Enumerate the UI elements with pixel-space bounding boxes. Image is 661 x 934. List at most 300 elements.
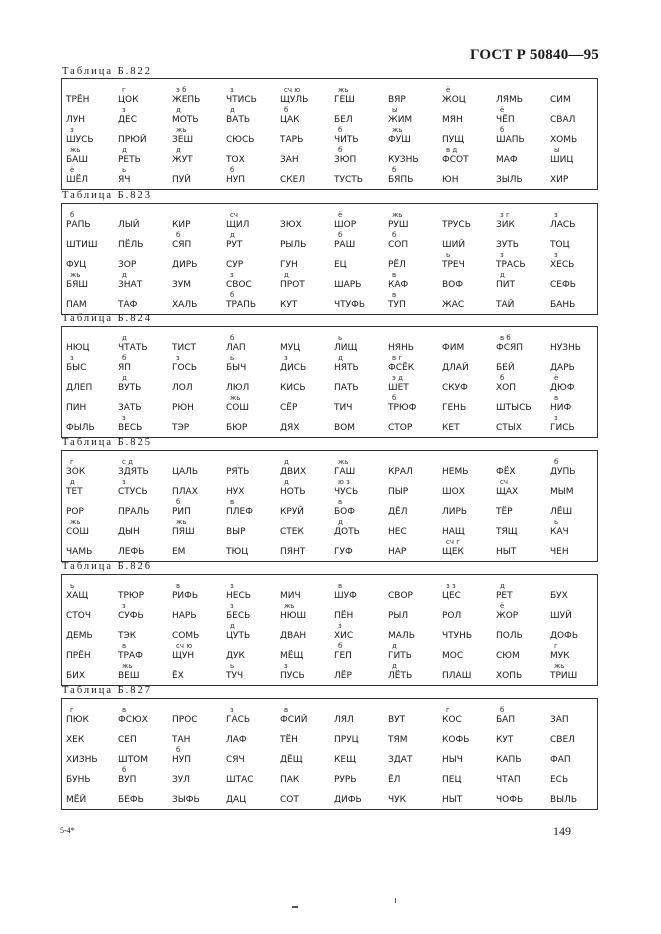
phonetic-mark: [388, 581, 444, 591]
phonetic-mark: [172, 621, 228, 631]
phonetic-mark: [280, 641, 336, 651]
word-cell: [172, 413, 228, 433]
phonetic-mark: [226, 785, 282, 795]
test-word: ЧТАП: [496, 775, 521, 785]
test-word: МАЛЬ: [388, 631, 415, 641]
test-word: ФАП: [550, 755, 571, 765]
test-word: ПЕЦ: [442, 775, 462, 785]
word-cell: [172, 765, 228, 785]
phonetic-mark: ы: [554, 146, 560, 154]
test-word: ТРИШ: [550, 671, 578, 681]
word-cell: [226, 145, 282, 165]
phonetic-mark: [66, 413, 122, 423]
word-cell: [226, 457, 282, 477]
phonetic-mark: [226, 641, 282, 651]
phonetic-mark: д: [70, 478, 75, 486]
phonetic-mark: ь: [446, 251, 451, 259]
word-cell: [280, 537, 336, 557]
phonetic-mark: б: [338, 231, 343, 239]
test-word: ТАРЬ: [280, 135, 304, 145]
test-word: ПУСЬ: [280, 671, 305, 681]
test-word: БАШ: [66, 155, 88, 165]
word-cell: [388, 537, 444, 557]
word-cell: [226, 785, 282, 805]
word-cell: [496, 661, 552, 681]
word-cell: [226, 537, 282, 557]
phonetic-mark: [550, 290, 606, 300]
test-word: СВЕЛ: [550, 735, 575, 745]
word-cell: [442, 333, 498, 353]
test-word: ПЛАХ: [172, 487, 198, 497]
test-word: ЗЮХ: [280, 220, 302, 230]
phonetic-mark: [388, 145, 444, 155]
phonetic-mark: [388, 745, 444, 755]
test-word: МЁЩ: [280, 651, 304, 661]
word-cell: [442, 497, 498, 517]
test-word: БЕФЬ: [118, 795, 144, 805]
phonetic-mark: [226, 537, 282, 547]
word-cell: [550, 270, 606, 290]
word-cell: [388, 270, 444, 290]
word-cell: [388, 105, 444, 125]
phonetic-mark: [118, 517, 174, 527]
word-cell: [118, 785, 174, 805]
test-word: ПАТЬ: [334, 383, 359, 393]
word-cell: [280, 621, 336, 641]
test-word: ЗИК: [496, 220, 515, 230]
word-cell: [334, 353, 390, 373]
test-word: НЮЦ: [66, 343, 90, 353]
test-word: МИЧ: [280, 591, 301, 601]
phonetic-mark: [66, 725, 122, 735]
phonetic-mark: [388, 333, 444, 343]
phonetic-mark: [442, 270, 498, 280]
phonetic-mark: [388, 413, 444, 423]
test-word: НУП: [226, 175, 246, 185]
word-table: [61, 326, 598, 438]
phonetic-mark: [66, 621, 122, 631]
word-cell: [334, 477, 390, 497]
test-word: ГЕНЬ: [442, 403, 467, 413]
test-word: ЧИТЬ: [334, 135, 359, 145]
word-cell: [334, 497, 390, 517]
test-word: ШТЫСЬ: [496, 403, 532, 413]
test-word: СТОЧ: [66, 611, 92, 621]
test-word: БАНЬ: [550, 300, 576, 310]
phonetic-mark: [334, 601, 390, 611]
phonetic-mark: [118, 393, 174, 403]
phonetic-mark: д: [500, 271, 505, 279]
test-word: БЯШ: [66, 280, 89, 290]
word-cell: [496, 581, 552, 601]
test-word: ПУЙ: [172, 175, 191, 185]
phonetic-mark: б: [500, 126, 505, 134]
phonetic-mark: [66, 250, 122, 260]
phonetic-mark: [496, 393, 552, 403]
test-word: ВУТ: [388, 715, 406, 725]
test-word: ПЮК: [66, 715, 89, 725]
test-word: ХИР: [550, 175, 569, 185]
word-cell: [226, 250, 282, 270]
word-cell: [442, 373, 498, 393]
test-word: СКЕЛ: [280, 175, 306, 185]
test-word: ТЯМ: [388, 735, 408, 745]
test-word: МАФ: [496, 155, 518, 165]
word-cell: [66, 581, 122, 601]
test-word: ЦАЛЬ: [172, 467, 199, 477]
phonetic-mark: [334, 105, 390, 115]
word-table: [61, 574, 598, 686]
test-word: РЯТЬ: [226, 467, 250, 477]
word-cell: [280, 641, 336, 661]
phonetic-mark: [388, 621, 444, 631]
word-cell: [280, 85, 336, 105]
word-cell: [66, 125, 122, 145]
phonetic-mark: [442, 745, 498, 755]
word-cell: [66, 333, 122, 353]
test-word: ПЛЕФ: [226, 507, 253, 517]
word-cell: [226, 353, 282, 373]
test-word: КАФ: [388, 280, 409, 290]
phonetic-mark: [66, 333, 122, 343]
word-cell: [550, 333, 606, 353]
test-word: ДУПЬ: [550, 467, 576, 477]
test-word: ЛЕФЬ: [118, 547, 145, 557]
phonetic-mark: в: [122, 642, 127, 650]
test-word: КЕЩ: [334, 755, 356, 765]
word-cell: [334, 621, 390, 641]
word-cell: [66, 413, 122, 433]
test-word: СОП: [388, 240, 409, 250]
phonetic-mark: г: [122, 86, 126, 94]
word-cell: [442, 230, 498, 250]
phonetic-mark: [388, 85, 444, 95]
test-word: ШИЦ: [550, 155, 574, 165]
phonetic-mark: [496, 661, 552, 671]
word-cell: [66, 641, 122, 661]
word-cell: [66, 230, 122, 250]
phonetic-mark: д: [122, 374, 127, 382]
word-cell: [66, 517, 122, 537]
phonetic-mark: [334, 705, 390, 715]
word-cell: [442, 745, 498, 765]
test-word: ПИТ: [496, 280, 515, 290]
phonetic-mark: б: [392, 231, 397, 239]
word-cell: [66, 270, 122, 290]
test-word: БЫЧ: [226, 363, 247, 373]
test-word: БОФ: [334, 507, 356, 517]
phonetic-mark: [226, 145, 282, 155]
word-cell: [496, 393, 552, 413]
phonetic-mark: [280, 413, 336, 423]
phonetic-mark: [334, 745, 390, 755]
word-cell: [334, 517, 390, 537]
word-cell: [66, 373, 122, 393]
phonetic-mark: [280, 230, 336, 240]
word-cell: [280, 581, 336, 601]
word-cell: [172, 145, 228, 165]
test-word: НЫЧ: [442, 755, 463, 765]
test-word: ВУП: [118, 775, 137, 785]
test-word: ДЕС: [118, 115, 138, 125]
word-cell: [388, 165, 444, 185]
phonetic-mark: [280, 125, 336, 135]
phonetic-mark: з: [230, 602, 234, 610]
word-cell: [388, 85, 444, 105]
test-word: ЗОР: [118, 260, 137, 270]
test-word: ФСЁК: [388, 363, 415, 373]
test-word: СОШ: [226, 403, 249, 413]
phonetic-mark: д: [500, 582, 505, 590]
word-cell: [334, 413, 390, 433]
word-cell: [550, 497, 606, 517]
phonetic-mark: жь: [392, 211, 403, 219]
test-word: СТЕК: [280, 527, 304, 537]
phonetic-mark: [388, 765, 444, 775]
test-word: ШТИШ: [66, 240, 98, 250]
test-word: ТРАПЬ: [226, 300, 257, 310]
phonetic-mark: з: [122, 478, 126, 486]
phonetic-mark: [334, 725, 390, 735]
word-cell: [280, 601, 336, 621]
word-cell: [496, 517, 552, 537]
phonetic-mark: [550, 333, 606, 343]
word-cell: [442, 601, 498, 621]
test-word: МЯН: [442, 115, 463, 125]
phonetic-mark: [66, 230, 122, 240]
test-word: ЩЕК: [442, 547, 464, 557]
phonetic-mark: [66, 393, 122, 403]
word-cell: [118, 725, 174, 745]
test-word: ЧТИСЬ: [226, 95, 257, 105]
phonetic-mark: з: [70, 126, 74, 134]
test-word: ХИС: [334, 631, 354, 641]
word-cell: [226, 230, 282, 250]
phonetic-mark: жь: [122, 662, 133, 670]
test-word: ПАК: [280, 775, 300, 785]
test-word: ФУШ: [388, 135, 411, 145]
phonetic-mark: [334, 785, 390, 795]
phonetic-mark: в д: [446, 146, 458, 154]
test-word: РУТ: [226, 240, 243, 250]
test-word: БЫС: [66, 363, 87, 373]
phonetic-mark: д: [392, 662, 397, 670]
test-word: ВУТЬ: [118, 383, 142, 393]
phonetic-mark: [442, 393, 498, 403]
word-cell: [550, 250, 606, 270]
word-cell: [118, 457, 174, 477]
word-cell: [550, 290, 606, 310]
phonetic-mark: [172, 373, 228, 383]
phonetic-mark: жь: [70, 271, 81, 279]
table-caption: Таблица Б.827: [62, 685, 153, 696]
test-word: ДЁЛ: [388, 507, 408, 517]
test-word: КУТ: [280, 300, 298, 310]
phonetic-mark: [280, 581, 336, 591]
word-cell: [388, 765, 444, 785]
test-word: ЧЕН: [550, 547, 569, 557]
word-cell: [118, 413, 174, 433]
word-cell: [280, 353, 336, 373]
word-cell: [226, 165, 282, 185]
word-cell: [226, 393, 282, 413]
test-word: ГЕП: [334, 651, 352, 661]
phonetic-mark: [496, 457, 552, 467]
test-word: ВОФ: [442, 280, 464, 290]
phonetic-mark: [442, 230, 498, 240]
test-word: ЛЁШ: [550, 507, 573, 517]
phonetic-mark: [118, 250, 174, 260]
word-cell: [496, 641, 552, 661]
phonetic-mark: [442, 517, 498, 527]
word-cell: [118, 290, 174, 310]
word-cell: [388, 601, 444, 621]
test-word: ХЕК: [66, 735, 85, 745]
word-cell: [496, 290, 552, 310]
word-cell: [496, 373, 552, 393]
word-cell: [334, 125, 390, 145]
word-cell: [172, 333, 228, 353]
test-word: РИФЬ: [172, 591, 199, 601]
test-word: РЮН: [172, 403, 194, 413]
test-word: ЕМ: [172, 547, 186, 557]
test-word: ФСЮХ: [118, 715, 148, 725]
phonetic-mark: [280, 393, 336, 403]
word-cell: [442, 290, 498, 310]
word-cell: [442, 457, 498, 477]
word-cell: [226, 85, 282, 105]
phonetic-mark: [280, 333, 336, 343]
test-word: ШУФ: [334, 591, 357, 601]
phonetic-mark: в: [338, 582, 343, 590]
phonetic-mark: д: [122, 334, 127, 342]
word-cell: [442, 165, 498, 185]
word-cell: [496, 705, 552, 725]
phonetic-mark: жь: [230, 394, 241, 402]
phonetic-mark: [496, 230, 552, 240]
phonetic-mark: с д: [122, 458, 133, 466]
test-word: ЁЛ: [388, 775, 401, 785]
test-word: ТЕТ: [66, 487, 83, 497]
word-cell: [496, 105, 552, 125]
test-word: ЛЯМЬ: [496, 95, 523, 105]
phonetic-mark: [226, 250, 282, 260]
phonetic-mark: [280, 373, 336, 383]
word-cell: [280, 333, 336, 353]
word-cell: [280, 457, 336, 477]
table-caption: Таблица Б.826: [62, 561, 153, 572]
phonetic-mark: [280, 145, 336, 155]
phonetic-mark: [280, 621, 336, 631]
phonetic-mark: б: [176, 231, 181, 239]
phonetic-mark: [172, 250, 228, 260]
test-word: БЕЛ: [334, 115, 353, 125]
phonetic-mark: [118, 210, 174, 220]
phonetic-mark: [496, 413, 552, 423]
test-word: ТРЕЧ: [442, 260, 465, 270]
test-word: ШЕТ: [388, 383, 409, 393]
word-cell: [280, 725, 336, 745]
word-table: [61, 698, 598, 810]
word-cell: [550, 165, 606, 185]
test-word: РАПЬ: [66, 220, 91, 230]
test-word: ЛЮЛ: [226, 383, 250, 393]
word-cell: [442, 413, 498, 433]
word-cell: [496, 413, 552, 433]
phonetic-mark: [550, 537, 606, 547]
test-word: РУРЬ: [334, 775, 357, 785]
test-word: БУХ: [550, 591, 568, 601]
phonetic-mark: б: [122, 354, 127, 362]
test-word: СОМЬ: [172, 631, 200, 641]
phonetic-mark: [172, 537, 228, 547]
test-word: РЫЛЬ: [280, 240, 307, 250]
word-cell: [442, 581, 498, 601]
phonetic-mark: з: [554, 414, 558, 422]
test-word: НЫТ: [442, 795, 463, 805]
word-cell: [280, 745, 336, 765]
test-word: ВЕСЬ: [118, 423, 143, 433]
test-word: ДЁЩ: [280, 755, 303, 765]
word-cell: [172, 165, 228, 185]
test-word: ЗУЛ: [172, 775, 191, 785]
test-word: ЮН: [442, 175, 459, 185]
phonetic-mark: [172, 333, 228, 343]
word-cell: [66, 250, 122, 270]
test-word: РЕТЬ: [118, 155, 141, 165]
phonetic-mark: [496, 785, 552, 795]
phonetic-mark: [226, 125, 282, 135]
test-word: ЗОК: [66, 467, 86, 477]
word-cell: [550, 457, 606, 477]
word-cell: [442, 765, 498, 785]
word-cell: [496, 621, 552, 641]
phonetic-mark: б: [338, 642, 343, 650]
test-word: ЖИМ: [388, 115, 413, 125]
word-cell: [388, 641, 444, 661]
word-cell: [172, 270, 228, 290]
test-word: ПРЮЙ: [118, 135, 147, 145]
phonetic-mark: [280, 290, 336, 300]
word-cell: [388, 581, 444, 601]
test-word: ЛАФ: [226, 735, 247, 745]
test-word: ГАШ: [334, 467, 356, 477]
phonetic-mark: [550, 601, 606, 611]
test-word: ШТОМ: [118, 755, 148, 765]
word-cell: [334, 210, 390, 230]
word-cell: [496, 601, 552, 621]
word-cell: [226, 105, 282, 125]
test-word: ЛАП: [226, 343, 246, 353]
test-word: СИМ: [550, 95, 571, 105]
word-cell: [118, 601, 174, 621]
phonetic-mark: з: [122, 106, 126, 114]
word-cell: [118, 581, 174, 601]
test-word: МУЦ: [280, 343, 301, 353]
test-word: ПРАЛЬ: [118, 507, 150, 517]
test-word: ФСЯП: [496, 343, 524, 353]
test-word: ТРЮФ: [388, 403, 417, 413]
word-cell: [118, 165, 174, 185]
phonetic-mark: [496, 621, 552, 631]
word-cell: [550, 393, 606, 413]
phonetic-mark: д: [122, 146, 127, 154]
phonetic-mark: [550, 85, 606, 95]
word-table: [61, 450, 598, 562]
test-word: ДУК: [226, 651, 245, 661]
phonetic-mark: сч: [230, 211, 238, 219]
word-cell: [442, 785, 498, 805]
